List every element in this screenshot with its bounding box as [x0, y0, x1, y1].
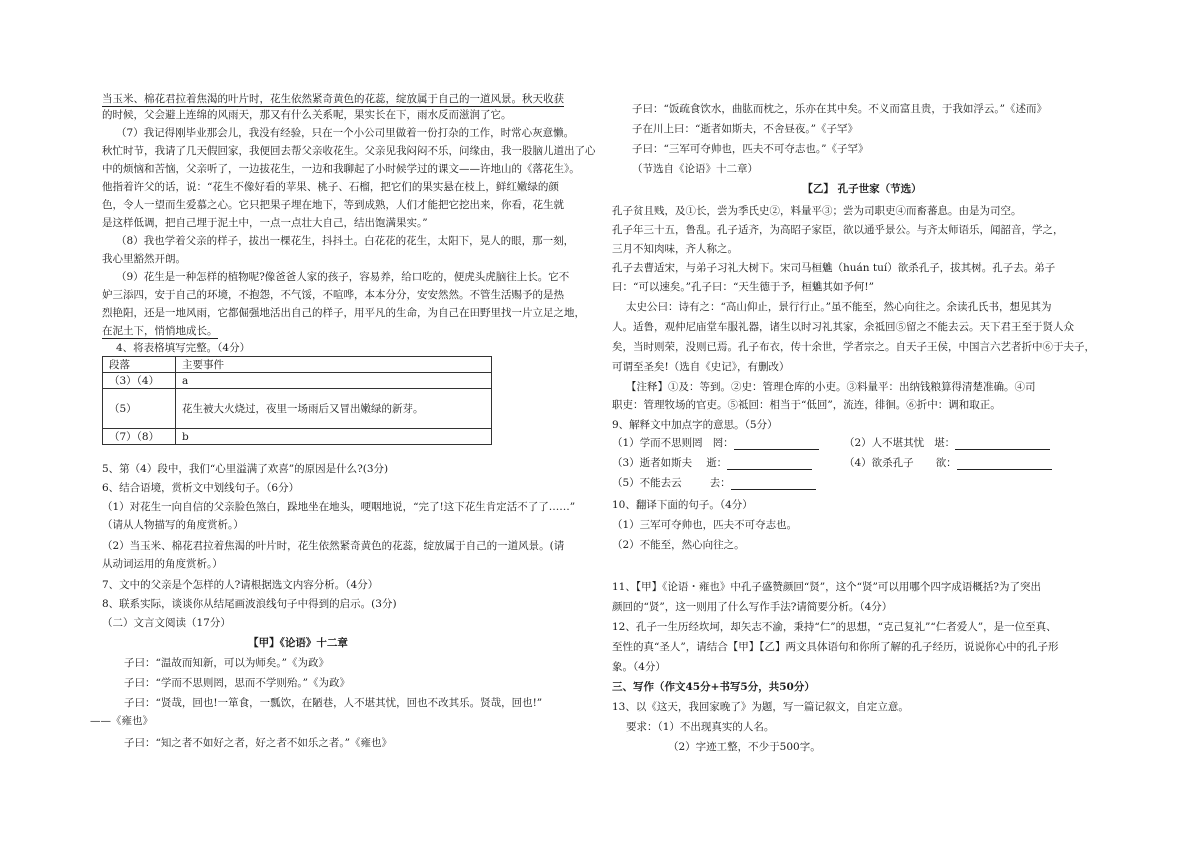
question-6: 6、结合语境，赏析文中划线句子。（6分）: [102, 482, 300, 494]
q9-item: [612, 456, 812, 470]
answer-blank[interactable]: [731, 489, 816, 490]
question-12: 12、孔子一生历经坎坷，却矢志不渝，秉持“仁”的思想，“克己复礼”“仁者爱人”，是一位至真、: [612, 621, 1057, 633]
table-cell: b: [176, 429, 492, 445]
table-header: 段落: [103, 357, 176, 373]
yi-line: 孔子年三十五，鲁乱。孔子适齐，为高昭子家臣，欲以通乎景公。与齐太师语乐，闻韶音，学之，: [612, 224, 1064, 236]
yi-line: 孔子去曹适宋，与弟子习礼大树下。宋司马桓魋（huán tuí）欲杀孔子，拔其树。孔子去。弟子: [612, 262, 1056, 274]
classical-line: 子曰：“饭疏食饮水，曲肱而枕之，乐亦在其中矣。不义而富且贵，于我如浮云。”《述而》: [632, 103, 1047, 115]
classical-line: 子曰：“三军可夺帅也，匹夫不可夺志也。”《子罕》: [632, 143, 869, 155]
summary-table: [102, 356, 492, 445]
question-8: 8、联系实际，谈谈你从结尾画波浪线句子中得到的启示。(3分): [102, 598, 397, 610]
source-note: （节选自《论语》十二章）: [632, 163, 758, 175]
classical-line: 子曰：“知之者不如好之者，好之者不如乐之者。”《雍也》: [124, 737, 392, 749]
question-6-1-hint: （请从人物描写的角度赏析。）: [102, 519, 244, 531]
passage-line: 烈艳阳，还是一地风雨，它都倔强地活出自己的样子，用平凡的生命，为自己在田野里找一片立足之地，: [102, 307, 585, 319]
q9-item: [612, 436, 819, 450]
yi-line: 孔子贫且贱，及①长，尝为季氏史②，料量平③；尝为司职吏④而畜蕃息。由是为司空。: [612, 205, 1022, 217]
question-10: 10、翻译下面的句子。（4分）: [612, 499, 753, 511]
question-12-cont: 至性的真“圣人”，请结合【甲】【乙】两文具体语句和你所了解的孔子经历，说说你心中的孔子形: [612, 641, 1059, 653]
question-6-1: （1）对花生一向自信的父亲脸色煞白，跺地坐在地头，哽咽地说，“完了!这下花生肯定活不了了……”: [102, 501, 576, 513]
answer-blank[interactable]: [727, 469, 812, 470]
question-9: 9、解释文中加点字的意思。（5分）: [612, 419, 778, 431]
classical-line: 子在川上曰：“逝者如斯夫，不舍昼夜。”《子罕》: [632, 123, 858, 135]
passage-line: 我心里豁然开朗。: [102, 253, 186, 265]
q9-item-char: 逝：: [706, 457, 728, 469]
table-cell: （5）: [103, 389, 176, 429]
answer-blank[interactable]: [955, 449, 1050, 450]
classical-line: ——《雍也》: [90, 715, 153, 727]
table-cell: （3）（4）: [103, 373, 176, 389]
passage-line: 色，令人一望而生爱慕之心。它只把果子埋在地下，等到成熟，人们才能把它挖出来，你看，花生就: [102, 199, 564, 211]
q9-item-char: 去：: [709, 477, 731, 489]
requirement: 要求：（1）不出现真实的人名。: [626, 721, 775, 733]
yi-line: 人。适鲁，观仲尼庙堂车服礼器，诸生以时习礼其家，余祗回⑤留之不能去云。天下君王至于贤人众: [612, 321, 1074, 333]
annotation-line: 职吏：管理牧场的官吏。⑤祗回：相当于“低回”，流连，徘徊。⑥折中：调和取正。: [612, 399, 1001, 411]
question-6-2: （2）当玉米、棉花君拉着焦渴的叶片时，花生依然紧奇黄色的花蕊，绽放属于自己的一道风景。(请: [102, 540, 565, 552]
table-header: 主要事件: [176, 357, 492, 373]
q9-item-label: （2）人不堪其忧: [844, 437, 925, 449]
table-cell: 花生被大火烧过，夜里一场雨后又冒出嫩绿的新芽。: [176, 389, 492, 429]
question-10-2: （2）不能至，然心向往之。: [612, 539, 745, 551]
passage-line: 在泥土下，悄悄地成长。: [102, 325, 218, 337]
requirement: （2）字迹工整，不少于500字。: [668, 741, 821, 753]
question-11: 11、【甲】《论语・雍也》中孔子盛赞颜回“贤”，这个“贤”可以用哪个四字成语概括?为了突出: [612, 581, 1041, 593]
passage-line: 当玉米、棉花君拉着焦渴的叶片时，花生依然紧奇黄色的花蕊，绽放属于自己的一道风景。秋天收获: [102, 93, 564, 105]
q9-item-label: （1）学而不思则罔: [612, 437, 703, 449]
yi-title: 【乙】 孔子世家（节选）: [802, 183, 922, 195]
table-cell: a: [176, 373, 492, 389]
classical-line: 子曰：“温故而知新，可以为师矣。”《为政》: [124, 657, 329, 669]
q9-item-label: （5）不能去云: [612, 477, 682, 489]
classical-title: 【甲】《论语》十二章: [248, 637, 348, 649]
yi-line: 矣，当时则荣，没则已焉。孔子布衣，传十余世，学者宗之。自天子王侯，中国言六艺者折中⑥于夫子，: [612, 341, 1095, 353]
question-6-2-hint: 从动词运用的角度赏析。）: [102, 558, 223, 570]
passage-line: （8）我也学着父亲的样子，拔出一棵花生，抖抖土。白花花的花生，太阳下，晃人的眼，那一刻，: [116, 235, 575, 247]
q9-item: [844, 456, 1052, 470]
section-heading: （二）文言文阅读（17分）: [102, 617, 231, 629]
passage-line: 他指着许父的话，说：“花生不像好看的苹果、桃子、石榴，把它们的果实悬在枝上，鲜红嫩绿的颜: [102, 181, 559, 193]
question-12-cont: 象。（4分）: [612, 661, 666, 673]
classical-line: 子曰：“学而不思则罔，思而不学则殆。”《为政》: [124, 677, 350, 689]
question-11-cont: 颜回的“贤”，这一则用了什么写作手法?请简要分析。（4分）: [612, 601, 893, 613]
answer-blank[interactable]: [734, 449, 819, 450]
q9-item: [844, 436, 1050, 450]
question-7: 7、文中的父亲是个怎样的人?请根据选文内容分析。（4分）: [102, 579, 379, 591]
q9-item-char: 堪：: [934, 437, 956, 449]
question-4: 4、将表格填写完整。（4分）: [116, 342, 251, 354]
yi-line: 三月不知肉味，齐人称之。: [612, 243, 738, 255]
yi-line: 曰：“可以速矣。”孔子曰：“天生德于予，桓魋其如予何!”: [612, 281, 874, 293]
passage-line: 的时候，父会避上连绵的风雨天，那又有什么关系呢，果实长在下，雨水反而滋润了它。: [102, 109, 512, 121]
passage-line: （7）我记得刚毕业那会儿，我没有经验，只在一个小公司里做着一份打杂的工作，时常心灰意懒。: [116, 127, 575, 139]
yi-line: 可谓至圣矣!（选自《史记》，有删改）: [612, 361, 790, 373]
q9-item-label: （3）逝者如斯夫: [612, 457, 693, 469]
question-13: 13、以《这天，我回家晚了》为题，写一篇记叙文，自定立意。: [612, 701, 909, 713]
question-10-1: （1）三军可夺帅也，匹夫不可夺志也。: [612, 519, 798, 531]
q9-item: [612, 476, 816, 490]
annotation-line: 【注释】①及：等到。②史：管理仓库的小吏。③料量平：出纳钱粮算得清楚准确。④司: [626, 381, 1036, 393]
q9-item-char: 欲：: [935, 457, 957, 469]
section-heading: 三、写作（作文45分+书写5分，共50分）: [612, 681, 815, 693]
passage-line: 中的烦恼和苦恼，父亲听了，一边拔花生，一边和我聊起了小时候学过的课文——许地山的《落花生》。: [102, 163, 580, 175]
passage-line: 妒三添四，安于自己的环境，不抱怨，不气馁，不喧哗，本本分分，安安然然。不管生活赐予的是热: [102, 289, 564, 301]
q9-item-label: （4）欲杀孔子: [844, 457, 914, 469]
question-5: 5、第（4）段中，我们“心里溢满了欢喜”的原因是什么?(3分): [102, 463, 389, 475]
q9-item-char: 罔：: [712, 437, 734, 449]
classical-line: 子曰：“贤哉，回也!一箪食，一瓢饮，在陋巷，人不堪其忧，回也不改其乐。贤哉，回也!”: [124, 697, 543, 709]
passage-line: 是这样低调，把自己埋于泥土中，一点一点壮大自己，结出饱满果实。”: [102, 217, 428, 229]
passage-line: （9）花生是一种怎样的植物呢?像爸爸人家的孩子，容易养，给口吃的，便虎头虎脑往上长。它不: [116, 271, 570, 283]
yi-line: 太史公曰：诗有之：“高山仰止，景行行止。”虽不能至，然心向往之。余读孔氏书，想见其为: [626, 301, 1052, 313]
passage-line: 秋忙时节，我请了几天假回家，我便回去帮父亲收花生。父亲见我闷闷不乐，问缘由，我一股脑儿道出了心: [102, 145, 596, 157]
answer-blank[interactable]: [957, 469, 1052, 470]
table-cell: （7）（8）: [103, 429, 176, 445]
